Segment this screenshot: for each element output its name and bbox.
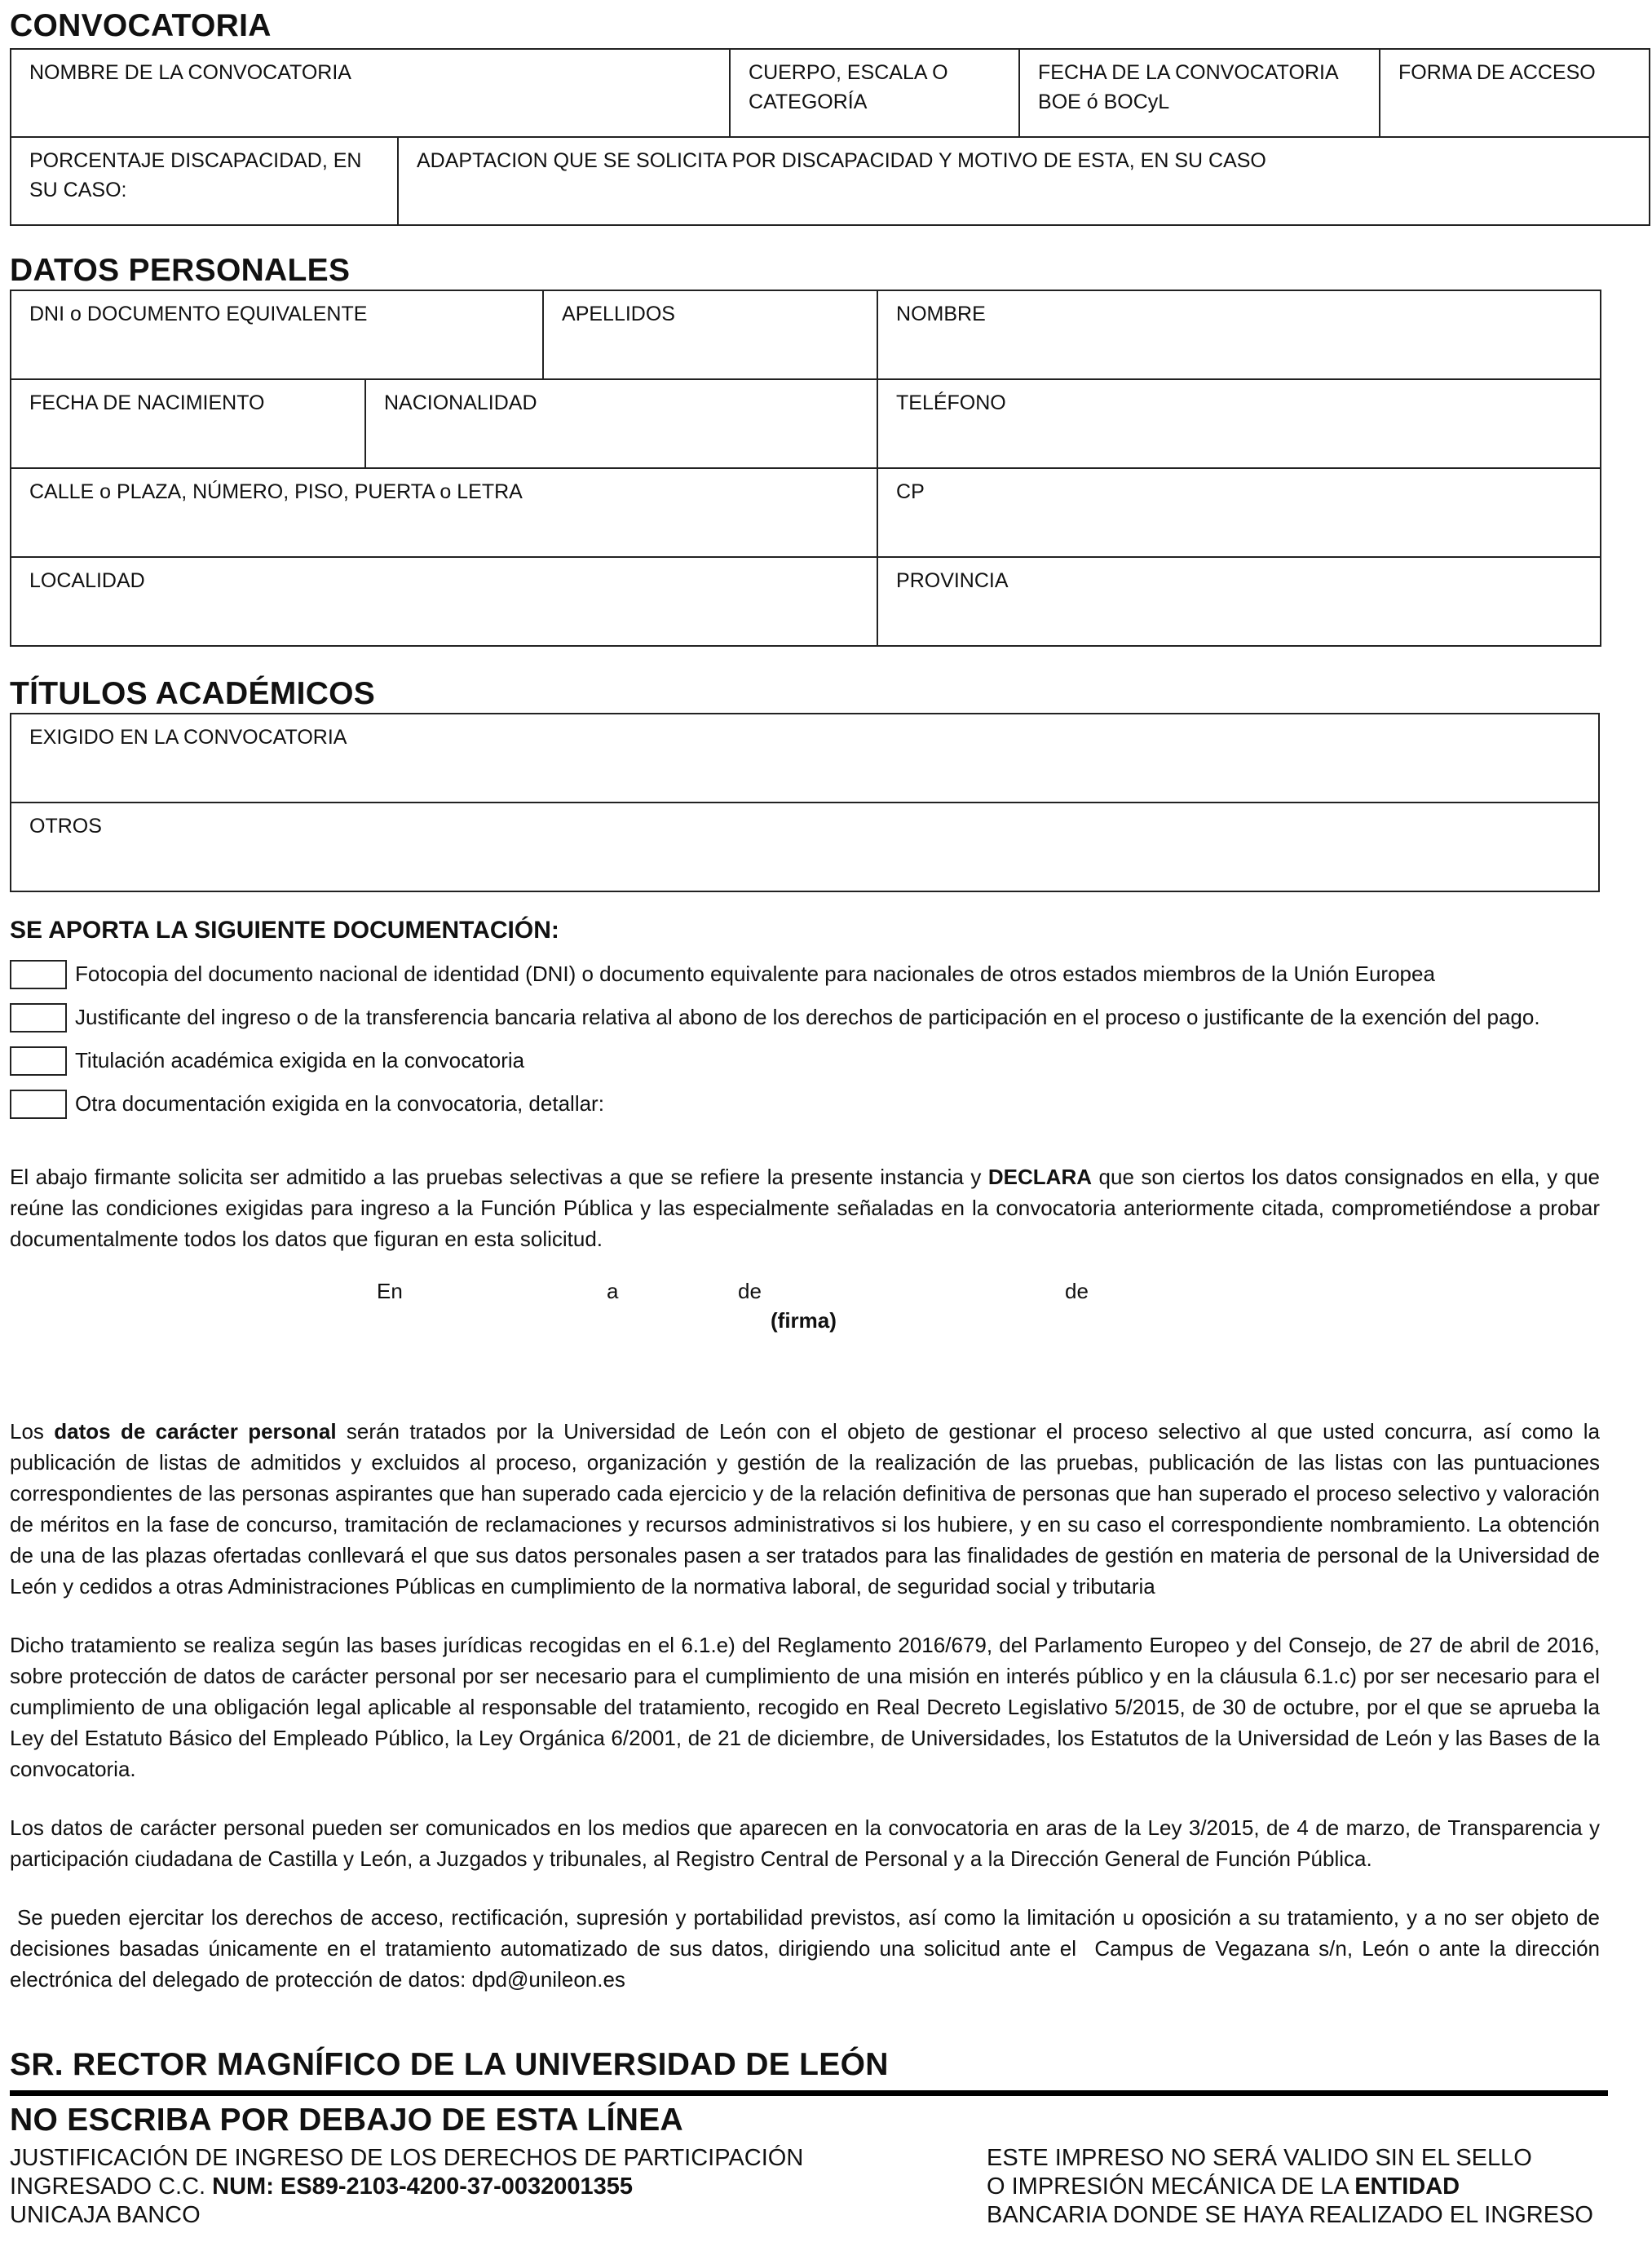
payment-info <box>10 2144 987 2230</box>
declaration-paragraph <box>10 1161 1600 1254</box>
section-heading-convocatoria: CONVOCATORIA <box>10 8 272 43</box>
apellidos-field[interactable] <box>543 290 877 379</box>
field-label: CP <box>896 480 925 503</box>
calle-field[interactable] <box>11 468 877 557</box>
field-label: ADAPTACION QUE SE SOLICITA POR DISCAPACIDAD Y MOTIVO DE ESTA, EN SU CASO <box>417 149 1266 172</box>
field-label: LOCALIDAD <box>29 569 145 592</box>
day-label: a <box>607 1279 619 1303</box>
field-label: OTROS <box>29 815 102 838</box>
paragraph-text: Los <box>10 1419 55 1444</box>
fecha-nacimiento-field[interactable] <box>11 379 365 468</box>
validity-line: BANCARIA DONDE SE HAYA REALIZADO EL INGRESO <box>987 2202 1593 2228</box>
declaration-text: El abajo firmante solicita ser admitido a las pruebas selectivas a que se refiere la presente instancia y <box>10 1165 988 1189</box>
cut-line-divider <box>10 2090 1608 2096</box>
cp-field[interactable] <box>877 468 1601 557</box>
application-form <box>10 0 1606 2230</box>
signature-label: (firma) <box>771 1308 837 1333</box>
check-label: Fotocopia del documento nacional de identidad (DNI) o documento equivalente para nacionales de otros estados miembros de la Unión Europea <box>75 962 1435 986</box>
field-label: PORCENTAJE DISCAPACIDAD, EN SU CASO: <box>29 149 362 201</box>
field-label: APELLIDOS <box>562 303 675 325</box>
field-label: PROVINCIA <box>896 569 1009 592</box>
adaptacion-field[interactable] <box>398 137 1650 225</box>
check-item-titulacion <box>10 1039 1600 1082</box>
section-heading-documentacion: SE APORTA LA SIGUIENTE DOCUMENTACIÓN: <box>10 917 559 944</box>
declaration-bold: DECLARA <box>987 1165 1092 1189</box>
nacionalidad-field[interactable] <box>365 379 877 468</box>
nombre-field[interactable] <box>877 290 1601 379</box>
telefono-field[interactable] <box>877 379 1601 468</box>
field-label: FECHA DE NACIMIENTO <box>29 391 265 414</box>
fecha-convocatoria-field[interactable] <box>1019 49 1380 137</box>
field-label: NOMBRE <box>896 303 986 325</box>
validity-line <box>987 2173 1593 2201</box>
validity-bold: ENTIDAD <box>1354 2173 1460 2200</box>
field-label: CUERPO, ESCALA O CATEGORÍA <box>749 61 948 113</box>
payment-text: INGRESADO C.C. <box>10 2173 213 2200</box>
forma-acceso-field[interactable] <box>1380 49 1650 137</box>
checkbox[interactable] <box>10 1046 67 1076</box>
field-label: FECHA DE LA CONVOCATORIA BOE ó BOCyL <box>1038 61 1338 113</box>
nombre-convocatoria-field[interactable] <box>11 49 730 137</box>
paragraph-bold: datos de carácter personal <box>54 1419 337 1444</box>
paragraph-text: serán tratados por la Universidad de León con el objeto de gestionar el proceso selectivo al que usted concurra, así como la publicación de listas de admitidos y excluidos al proceso, organización y gestión de la realización de las pruebas, publicación de las listas con las puntuaciones correspondientes de las personas aspirantes que han superado cada ejercicio y de la relación definitiva de personas que han superado el proceso selectivo y valoración de méritos en la fase de concurso, tramitación de reclamaciones y recursos administrativos si los hubiere, y en su caso el correspondiente nombramiento. La obtención de una de las plazas ofertadas conllevará el que sus datos personales pasen a ser tratados para las finalidades de gestión en materia de personal de la Universidad de León y cedidos a otras Administraciones Públicas en cumplimiento de la normativa laboral, de seguridad social y tributaria <box>10 1419 1600 1599</box>
signature-line <box>10 1279 1600 1352</box>
field-label: NOMBRE DE LA CONVOCATORIA <box>29 61 351 84</box>
titulos-table <box>10 713 1600 892</box>
documentation-checklist <box>10 953 1600 1125</box>
section-heading-titulos: TÍTULOS ACADÉMICOS <box>10 676 376 711</box>
checkbox[interactable] <box>10 1090 67 1119</box>
checkbox[interactable] <box>10 960 67 989</box>
check-item-justificante <box>10 996 1600 1039</box>
titulo-otros-field[interactable] <box>11 803 1599 891</box>
titulo-exigido-field[interactable] <box>11 714 1599 803</box>
checkbox[interactable] <box>10 1003 67 1033</box>
check-label: Titulación académica exigida en la convocatoria <box>75 1048 525 1072</box>
place-label: En <box>377 1279 403 1303</box>
field-label: EXIGIDO EN LA CONVOCATORIA <box>29 726 347 749</box>
convocatoria-table <box>10 48 1650 226</box>
validity-text: O IMPRESIÓN MECÁNICA DE LA <box>987 2173 1355 2200</box>
addressee-heading: SR. RECTOR MAGNÍFICO DE LA UNIVERSIDAD DE LEÓN <box>10 2047 889 2082</box>
provincia-field[interactable] <box>877 557 1601 646</box>
payment-line <box>10 2173 987 2201</box>
check-label: Justificante del ingreso o de la transferencia bancaria relativa al abono de los derechos de participación en el proceso o justificante de la exención del pago. <box>75 1005 1540 1029</box>
data-protection-paragraph-1 <box>10 1416 1600 1602</box>
data-protection-paragraph-3: Los datos de carácter personal pueden ser comunicados en los medios que aparecen en la convocatoria en aras de la Ley 3/2015, de 4 de marzo, de Transparencia y participación ciudadana de Castilla y León, a Juzgados y tribunales, al Registro Central de Personal y a la Dirección General de Función Pública. <box>10 1815 1600 1871</box>
payment-footer <box>10 2144 1600 2230</box>
check-item-otra <box>10 1082 1600 1125</box>
cuerpo-escala-field[interactable] <box>730 49 1019 137</box>
porcentaje-discapacidad-field[interactable] <box>11 137 398 225</box>
field-label: DNI o DOCUMENTO EQUIVALENTE <box>29 303 368 325</box>
datos-personales-table <box>10 290 1601 647</box>
declaration-text: que son ciertos los datos consignados en ella, y que reúne las condiciones exigidas para ingreso a la Función Pública y las especialmente señaladas en la convocatoria anteriormente citada, comprometiéndose a probar documentalmente todos los datos que figuran en esta solicitud. <box>10 1165 1600 1251</box>
dni-field[interactable] <box>11 290 543 379</box>
data-protection-paragraph-2: Dicho tratamiento se realiza según las bases jurídicas recogidas en el 6.1.e) del Reglamento 2016/679, del Parlamento Europeo y del Consejo, de 27 de abril de 2016, sobre protección de datos de carácter personal por ser necesario para el cumplimiento de una misión en interés público y en la cláusula 6.1.c) por ser necesario para el cumplimiento de una obligación legal aplicable al responsable del tratamiento, recogido en Real Decreto Legislativo 5/2015, de 30 de octubre, por el que se aprueba la Ley del Estatuto Básico del Empleado Público, la Ley Orgánica 6/2001, de 21 de diciembre, de Universidades, los Estatutos de la Universidad de León y las Bases de la convocatoria. <box>10 1633 1600 1781</box>
field-label: CALLE o PLAZA, NÚMERO, PISO, PUERTA o LETRA <box>29 480 523 503</box>
field-label: FORMA DE ACCESO <box>1398 61 1596 84</box>
no-escriba-heading: NO ESCRIBA POR DEBAJO DE ESTA LÍNEA <box>10 2103 683 2138</box>
localidad-field[interactable] <box>11 557 877 646</box>
account-number: NUM: ES89-2103-4200-37-0032001355 <box>212 2173 634 2200</box>
payment-line: JUSTIFICACIÓN DE INGRESO DE LOS DERECHOS DE PARTICIPACIÓN <box>10 2145 804 2171</box>
section-heading-datos-personales: DATOS PERSONALES <box>10 253 351 288</box>
check-label: Otra documentación exigida en la convocatoria, detallar: <box>75 1091 604 1116</box>
check-item-dni <box>10 953 1600 996</box>
validity-line: ESTE IMPRESO NO SERÁ VALIDO SIN EL SELLO <box>987 2145 1532 2171</box>
validity-note <box>987 2144 1593 2230</box>
year-label: de <box>1065 1279 1089 1303</box>
field-label: TELÉFONO <box>896 391 1006 414</box>
payment-line: UNICAJA BANCO <box>10 2202 201 2228</box>
data-protection-paragraph-4: Se pueden ejercitar los derechos de acceso, rectificación, supresión y portabilidad previstos, así como la limitación u oposición a su tratamiento, y a no ser objeto de decisiones basadas únicamente en el tratamiento automatizado de sus datos, dirigiendo una solicitud ante el Campus de Vegazana s/n, León o ante la dirección electrónica del delegado de protección de datos: dpd@unileon.es <box>10 1905 1606 1992</box>
month-label: de <box>738 1279 762 1303</box>
field-label: NACIONALIDAD <box>384 391 537 414</box>
